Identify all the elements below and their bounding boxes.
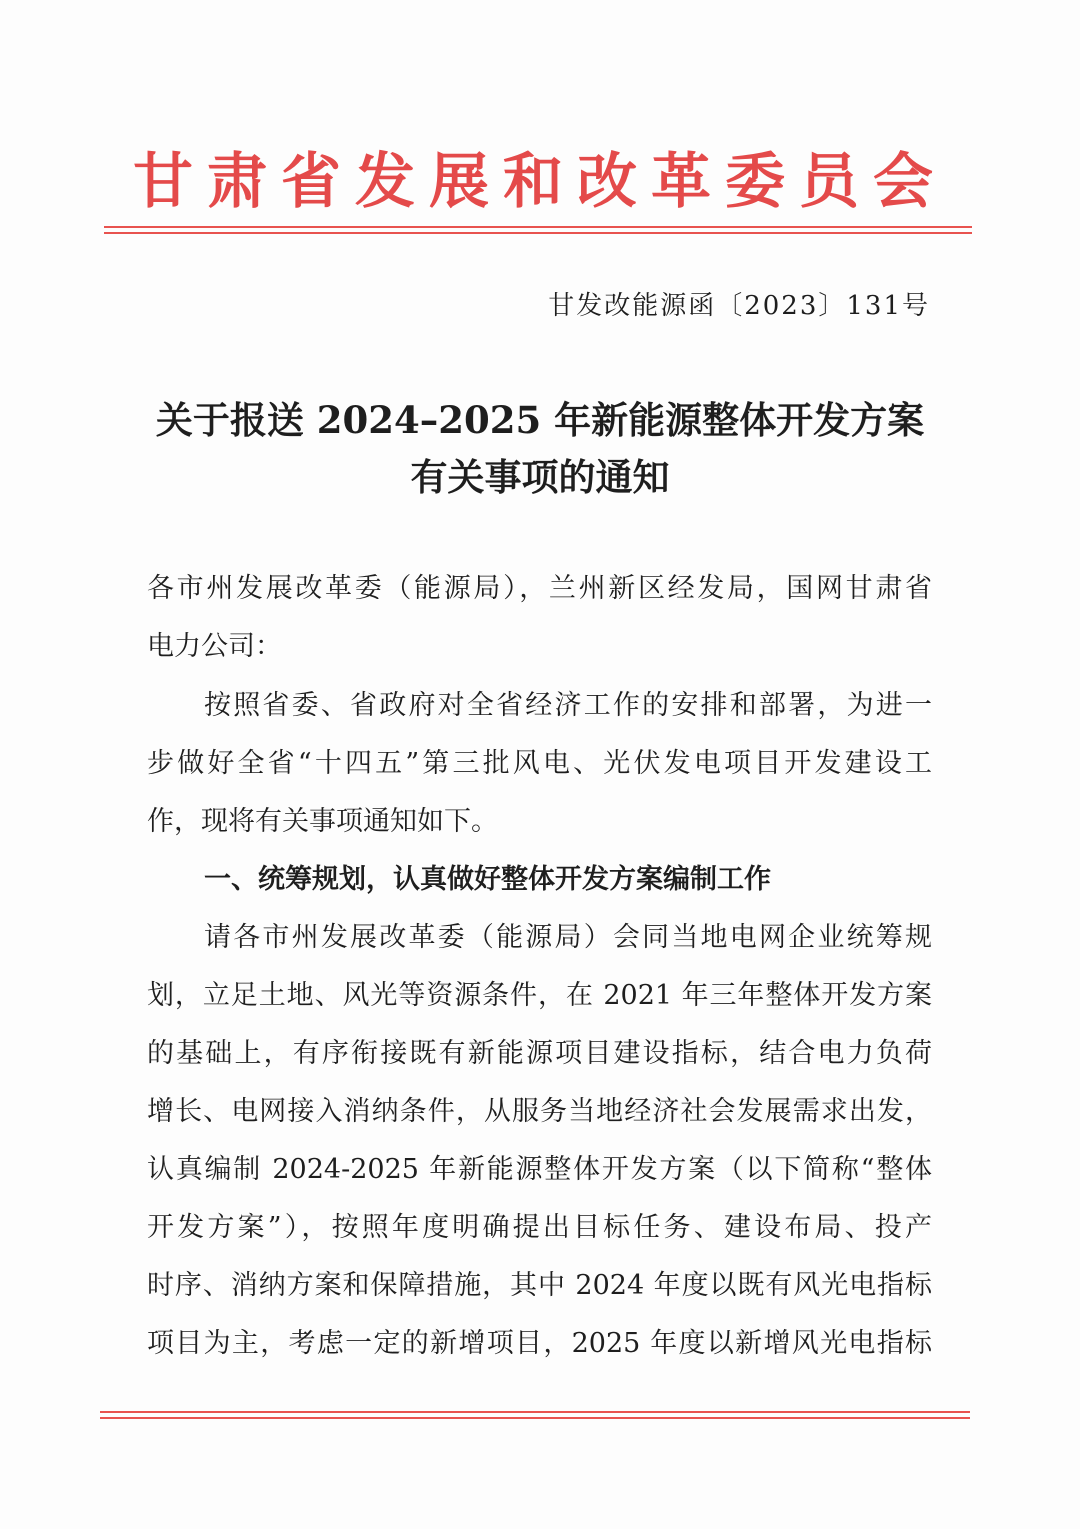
body-line: 请各市州发展改革委（能源局）会同当地电网企业统筹规 — [204, 922, 932, 953]
issuing-authority-header: 甘肃省发展和改革委员会 — [133, 147, 947, 217]
document-number: 甘发改能源函〔2023〕131号 — [548, 291, 930, 321]
body-line: 划，立足土地、风光等资源条件，在 2021 年三年整体开发方案 — [147, 980, 932, 1011]
body-line: 按照省委、省政府对全省经济工作的安排和部署，为进一 — [204, 690, 932, 721]
addressee-line: 电力公司： — [147, 631, 282, 662]
header-red-rule — [104, 226, 972, 234]
body-line: 认真编制 2024-2025 年新能源整体开发方案（以下简称“整体 — [147, 1154, 932, 1185]
section-heading: 一、统筹规划，认真做好整体开发方案编制工作 — [204, 864, 771, 895]
document-title-line-2: 有关事项的通知 — [410, 455, 670, 499]
body-line: 时序、消纳方案和保障措施，其中 2024 年度以既有风光电指标 — [147, 1270, 932, 1301]
footer-red-rule — [100, 1411, 970, 1419]
body-line: 作，现将有关事项通知如下。 — [147, 806, 498, 837]
addressee-line: 各市州发展改革委（能源局），兰州新区经发局，国网甘肃省 — [147, 573, 932, 604]
body-line: 开发方案”），按照年度明确提出目标任务、建设布局、投产 — [147, 1212, 932, 1243]
body-line: 项目为主，考虑一定的新增项目，2025 年度以新增风光电指标 — [147, 1328, 932, 1359]
body-line: 的基础上，有序衔接既有新能源项目建设指标，结合电力负荷 — [147, 1038, 932, 1069]
body-line: 增长、电网接入消纳条件，从服务当地经济社会发展需求出发， — [147, 1096, 932, 1127]
body-line: 步做好全省“十四五”第三批风电、光伏发电项目开发建设工 — [147, 748, 932, 779]
document-title-line-1: 关于报送 2024–2025 年新能源整体开发方案 — [155, 398, 925, 442]
